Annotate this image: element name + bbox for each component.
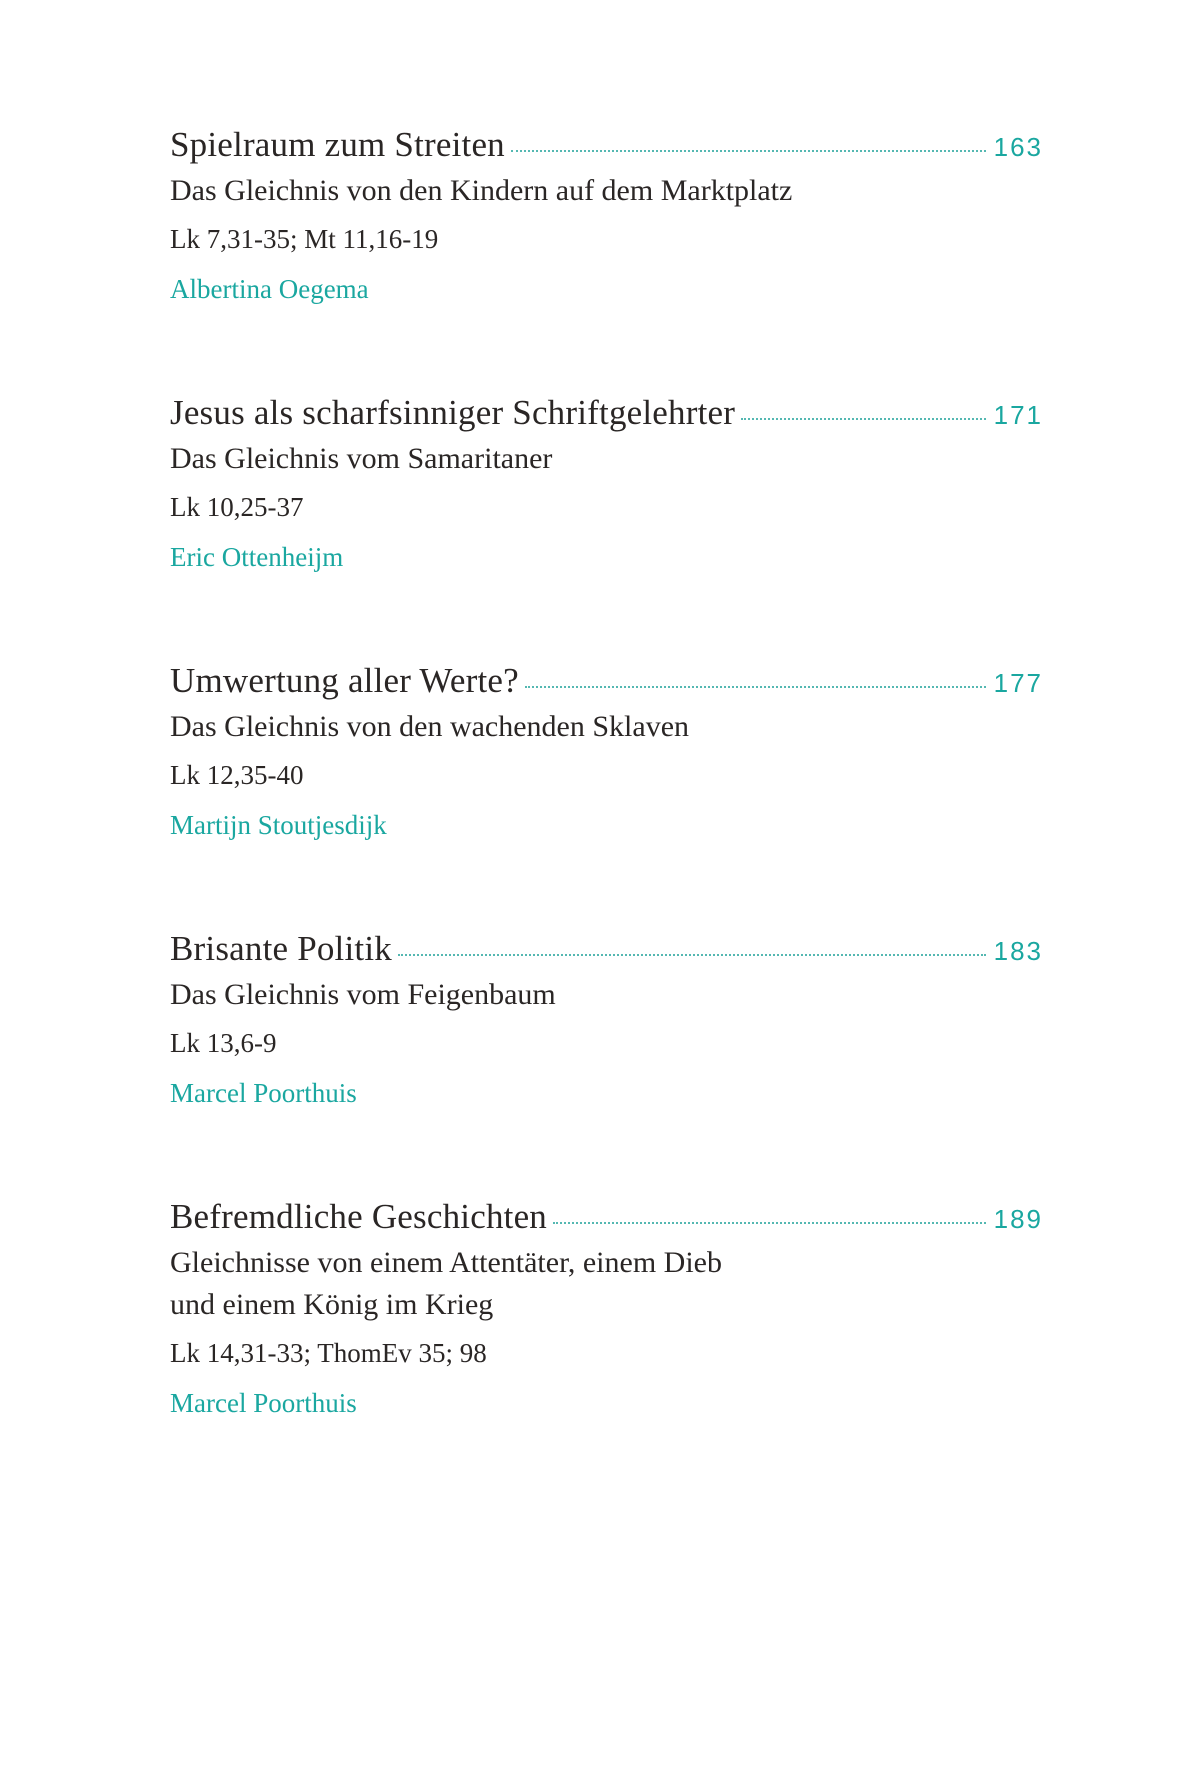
dot-leader (741, 418, 986, 420)
chapter-title: Jesus als scharfsinniger Schriftgelehrter (170, 393, 736, 432)
toc-entry[interactable] (170, 120, 1043, 388)
chapter-title: Brisante Politik (170, 929, 392, 968)
toc-title-row (170, 924, 1043, 974)
chapter-title: Spielraum zum Streiten (170, 125, 505, 164)
toc-title-row (170, 1192, 1043, 1242)
toc-entry[interactable] (170, 656, 1043, 924)
dot-leader (525, 686, 986, 688)
chapter-title: Umwertung aller Werte? (170, 661, 519, 700)
table-of-contents (170, 120, 1043, 1460)
chapter-author: Marcel Poorthuis (170, 1388, 357, 1418)
chapter-author: Albertina Oegema (170, 274, 369, 304)
bible-reference: Lk 7,31-35; Mt 11,16-19 (170, 224, 439, 254)
chapter-author: Marcel Poorthuis (170, 1078, 357, 1108)
page-number: 163 (993, 132, 1043, 162)
chapter-author: Martijn Stoutjesdijk (170, 810, 387, 840)
toc-title-row (170, 120, 1043, 170)
page-number: 183 (993, 936, 1043, 966)
bible-reference: Lk 13,6-9 (170, 1028, 277, 1058)
chapter-subtitle: Das Gleichnis von den Kindern auf dem Marktplatz (170, 174, 793, 207)
bible-reference: Lk 10,25-37 (170, 492, 304, 522)
chapter-title: Befremdliche Geschichten (170, 1197, 547, 1236)
toc-entry[interactable] (170, 1192, 1043, 1460)
dot-leader (553, 1222, 986, 1224)
dot-leader (398, 954, 986, 956)
chapter-subtitle: Das Gleichnis vom Feigenbaum (170, 978, 556, 1011)
bible-reference: Lk 14,31-33; ThomEv 35; 98 (170, 1338, 487, 1368)
toc-entry[interactable] (170, 388, 1043, 656)
dot-leader (511, 150, 986, 152)
page-number: 171 (993, 400, 1043, 430)
toc-title-row (170, 388, 1043, 438)
toc-title-row (170, 656, 1043, 706)
toc-entry[interactable] (170, 924, 1043, 1192)
page-number: 189 (993, 1204, 1043, 1234)
bible-reference: Lk 12,35-40 (170, 760, 304, 790)
chapter-author: Eric Ottenheijm (170, 542, 344, 572)
page-number: 177 (993, 668, 1043, 698)
chapter-subtitle: Gleichnisse von einem Attentäter, einem Dieb und einem König im Krieg (170, 1246, 722, 1321)
chapter-subtitle: Das Gleichnis von den wachenden Sklaven (170, 710, 690, 743)
chapter-subtitle: Das Gleichnis vom Samaritaner (170, 442, 553, 475)
